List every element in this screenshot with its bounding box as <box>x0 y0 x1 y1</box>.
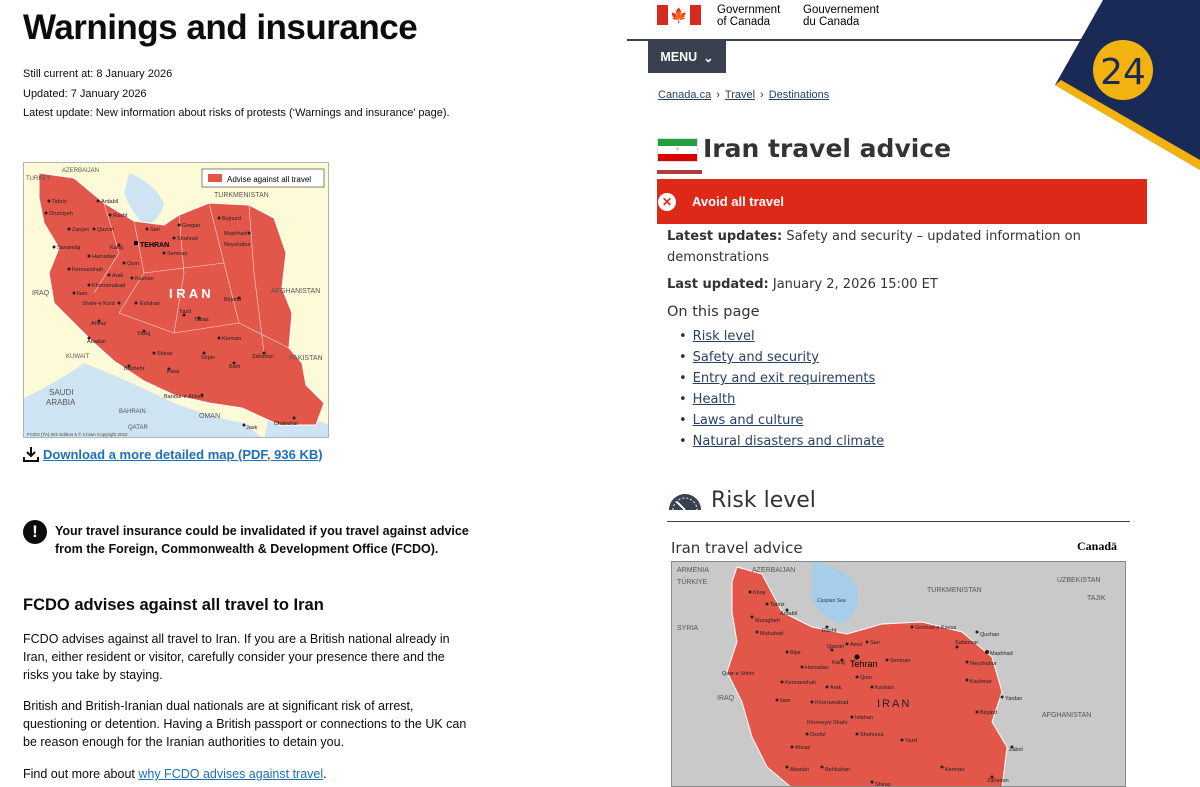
risk-level-rule <box>667 521 1130 522</box>
svg-text:Yazd: Yazd <box>905 738 918 744</box>
svg-text:Kermanshah: Kermanshah <box>785 680 817 686</box>
ca-map-capital: Tehran <box>850 659 878 669</box>
chevron-right-icon: › <box>716 89 720 101</box>
toc-item-health[interactable] <box>679 389 884 410</box>
svg-text:Behbahan: Behbahan <box>825 767 851 773</box>
exclamation-icon: ! <box>23 520 47 544</box>
toc-item-entry-exit[interactable] <box>679 368 884 389</box>
svg-text:Arak: Arak <box>112 273 124 279</box>
svg-text:Neyshabur: Neyshabur <box>224 242 251 248</box>
insurance-warning <box>23 520 483 558</box>
svg-text:Qom: Qom <box>860 675 872 681</box>
svg-text:Maragheh: Maragheh <box>755 618 780 624</box>
toc-item-safety[interactable] <box>679 347 884 368</box>
svg-text:Shahreza: Shahreza <box>860 732 884 738</box>
uk-map-capital: TEHRAN <box>140 242 170 249</box>
svg-text:Tabas: Tabas <box>194 317 209 323</box>
svg-text:Qom: Qom <box>127 261 139 267</box>
ca-map-graphic <box>672 562 1126 787</box>
svg-text:Karaj: Karaj <box>832 660 845 666</box>
breadcrumb-canada[interactable]: Canada.ca <box>658 89 712 101</box>
uk-map-footer: FCDO (TA) 021 Edition 5 © Crown Copyright 2022 <box>27 432 128 437</box>
svg-text:Yasuj: Yasuj <box>137 331 151 337</box>
toc-item-natural-disasters[interactable] <box>679 431 884 452</box>
svg-text:Bojnurd: Bojnurd <box>222 216 241 222</box>
svg-text:TURKMENISTAN: TURKMENISTAN <box>214 192 269 199</box>
still-current-label: Still current at: <box>23 68 94 80</box>
updated-value: 7 January 2026 <box>70 88 147 100</box>
svg-text:Khoy: Khoy <box>753 590 766 596</box>
toc-item-risk-level[interactable] <box>679 326 884 347</box>
svg-text:Sari: Sari <box>150 227 160 233</box>
svg-text:Amol: Amol <box>850 642 863 648</box>
svg-text:Karaj: Karaj <box>110 245 123 251</box>
insurance-warning-text: Your travel insurance could be invalidated if you travel against advice from the Foreign, Commonwealth & Development Office (FCDO). <box>55 524 469 556</box>
svg-text:Hamadan: Hamadan <box>92 254 116 260</box>
svg-text:TURKMENISTAN: TURKMENISTAN <box>927 587 982 594</box>
svg-text:Semnan: Semnan <box>890 658 911 664</box>
svg-text:TÜRKIYE: TÜRKIYE <box>677 579 708 586</box>
svg-text:PAKISTAN: PAKISTAN <box>289 355 323 362</box>
svg-text:AFGHANISTAN: AFGHANISTAN <box>271 288 321 295</box>
uk-map-graphic <box>24 163 329 438</box>
latest-updates-value: Safety and security – updated information on demonstrations <box>667 229 1081 265</box>
latest-update-value: New information about risks of protests (‘Warnings and insurance’ page). <box>95 107 450 119</box>
svg-text:Tabriz: Tabriz <box>770 602 785 608</box>
svg-text:Rasht: Rasht <box>822 628 837 634</box>
svg-text:Kermanshah: Kermanshah <box>72 267 104 273</box>
toc-link[interactable]: Health <box>692 392 736 407</box>
on-this-page-list <box>679 326 884 452</box>
still-current-value: 8 January 2026 <box>96 68 173 80</box>
still-current <box>23 68 172 80</box>
why-fcdo-advises-link[interactable]: why FCDO advises against travel <box>138 767 324 781</box>
last-updated-label: Last updated: <box>667 277 769 292</box>
svg-text:Birjand: Birjand <box>224 297 242 303</box>
svg-text:ARMENIA: ARMENIA <box>677 567 709 574</box>
wordmark-fr-line2: du Canada <box>803 16 860 28</box>
svg-text:Zahedan: Zahedan <box>252 354 274 360</box>
chevron-down-icon: ⌄ <box>703 50 714 65</box>
svg-text:Shahrud: Shahrud <box>177 236 198 242</box>
svg-text:Qazvin: Qazvin <box>97 227 115 233</box>
ca-map-country-label: IRAN <box>877 698 912 710</box>
canada-flag-icon[interactable]: 🍁 <box>657 5 701 25</box>
svg-text:Rasht: Rasht <box>113 213 128 219</box>
svg-text:Fasa: Fasa <box>167 369 180 375</box>
svg-text:Mahabad: Mahabad <box>760 631 783 637</box>
uk-iran-map[interactable] <box>23 162 329 438</box>
svg-text:TAJIK: TAJIK <box>1087 595 1106 602</box>
paragraph-1: FCDO advises against all travel to Iran. If you are a British national already in Iran, either resident or visitor, carefully consider your presence there and the risks you take by staying. <box>23 632 450 682</box>
wordmark-en-line1: Government <box>717 4 781 16</box>
svg-text:Sanandaj: Sanandaj <box>57 245 81 251</box>
breadcrumb <box>658 89 829 101</box>
svg-text:Shiraz: Shiraz <box>157 351 173 357</box>
on-this-page-heading: On this page <box>667 304 760 320</box>
paragraph-3-suffix: . <box>323 767 327 781</box>
page-title: Warnings and insurance <box>23 8 418 47</box>
toc-link[interactable]: Laws and culture <box>692 413 804 428</box>
risk-level-text: Risk level <box>711 488 816 513</box>
svg-text:ARABIA: ARABIA <box>46 398 76 407</box>
svg-text:Bushehr: Bushehr <box>124 366 145 372</box>
svg-text:Isfahan: Isfahan <box>855 715 874 721</box>
svg-text:Sari: Sari <box>870 640 880 646</box>
svg-text:Jask: Jask <box>246 425 258 431</box>
menu-button[interactable] <box>648 41 726 73</box>
svg-text:Bijar: Bijar <box>790 650 802 656</box>
paragraph-3-prefix: Find out more about <box>23 767 139 781</box>
svg-text:UZBEKISTAN: UZBEKISTAN <box>1057 577 1101 584</box>
last-updated-value: January 2, 2026 15:00 ET <box>772 277 938 292</box>
toc-link[interactable]: Entry and exit requirements <box>692 371 876 386</box>
svg-text:Dezful: Dezful <box>810 732 826 738</box>
svg-text:Bandar-e Abbas: Bandar-e Abbas <box>164 394 204 400</box>
svg-text:Quchan: Quchan <box>980 632 1000 638</box>
avoid-all-travel-alert <box>657 179 1147 224</box>
svg-text:Kerman: Kerman <box>945 767 965 773</box>
svg-text:Yardan: Yardan <box>1005 696 1023 702</box>
latest-updates-label: Latest updates: <box>667 229 783 244</box>
latest-update-label: Latest update: <box>23 107 93 119</box>
svg-text:Ahvaz: Ahvaz <box>795 745 811 751</box>
svg-text:Khorramabad: Khorramabad <box>92 283 126 289</box>
section-heading: FCDO advises against all travel to Iran <box>23 596 324 614</box>
svg-text:Birjand: Birjand <box>980 710 998 716</box>
iran-flag-icon: ♆ <box>657 138 698 162</box>
download-icon <box>23 446 39 462</box>
svg-text:Esfahan: Esfahan <box>140 301 161 307</box>
latest-updates <box>667 226 1087 268</box>
gc-wordmark-fr[interactable] <box>803 4 879 28</box>
svg-text:QATAR: QATAR <box>128 425 148 431</box>
svg-text:Chabahar: Chabahar <box>274 421 299 427</box>
svg-text:Sirjan: Sirjan <box>201 355 216 361</box>
gc-wordmark-en[interactable] <box>717 4 780 28</box>
svg-text:Ardabil: Ardabil <box>101 199 119 205</box>
alert-text: Avoid all travel <box>692 194 784 209</box>
svg-text:AFGHANISTAN: AFGHANISTAN <box>1042 712 1092 719</box>
download-map-label: Download a more detailed map (PDF, 936 KB) <box>43 446 323 462</box>
svg-text:IRAQ: IRAQ <box>32 290 50 297</box>
ca-map-sea: Caspian Sea <box>817 598 846 604</box>
svg-text:Kashan: Kashan <box>875 685 894 691</box>
ca-page-title: Iran travel advice <box>703 134 952 163</box>
title-underline <box>657 170 702 174</box>
breadcrumb-travel[interactable]: Travel <box>724 89 756 101</box>
svg-text:Semnan: Semnan <box>167 251 188 257</box>
chevron-right-icon: › <box>760 89 764 101</box>
svg-text:Ilam: Ilam <box>780 698 791 704</box>
svg-text:Neyshabur: Neyshabur <box>970 661 997 667</box>
svg-text:KUWAIT: KUWAIT <box>66 354 90 360</box>
updated-label: Updated: <box>23 88 68 100</box>
logo-text: 24 <box>1100 52 1146 93</box>
svg-text:Gorgan: Gorgan <box>182 223 201 229</box>
toc-link[interactable]: Natural disasters and climate <box>692 434 885 449</box>
toc-link[interactable]: Risk level <box>692 329 755 344</box>
updated <box>23 88 147 100</box>
svg-text:Qasr-e Shirin: Qasr-e Shirin <box>722 671 755 677</box>
download-map-link[interactable] <box>23 446 323 462</box>
svg-text:Khomeyni Shahr: Khomeyni Shahr <box>807 720 848 726</box>
toc-link[interactable]: Safety and security <box>692 350 819 365</box>
paragraph-3 <box>23 765 468 783</box>
ca-iran-map[interactable] <box>671 561 1126 787</box>
toc-item-laws[interactable] <box>679 410 884 431</box>
uk-map-country-label: I R A N <box>169 286 211 301</box>
wordmark-fr-line1: Gouvernement <box>803 4 880 16</box>
svg-text:Tabriz: Tabriz <box>52 199 67 205</box>
svg-text:AZERBAIJAN: AZERBAIJAN <box>62 168 100 174</box>
risk-level-heading <box>667 488 816 513</box>
svg-text:Bam: Bam <box>229 364 241 370</box>
latest-update <box>23 107 450 119</box>
svg-text:Hamadan: Hamadan <box>805 665 829 671</box>
svg-text:Shahr-e Kord: Shahr-e Kord <box>82 301 115 307</box>
svg-text:OMAN: OMAN <box>199 413 220 420</box>
svg-text:Qazvin: Qazvin <box>827 644 845 650</box>
canada-wordmark: Canadä <box>1077 539 1118 553</box>
svg-text:TURKEY: TURKEY <box>26 176 51 182</box>
paragraph-2: British and British-Iranian dual nationals are at significant risk of arrest, questioning or detention. Having a British passport or connections to the UK can be reason enough for the Iranian authorities to detain you. <box>23 699 467 749</box>
svg-text:SYRIA: SYRIA <box>677 625 699 632</box>
uk-map-legend: Advise against all travel <box>227 175 312 184</box>
channel-24-logo <box>1055 0 1200 170</box>
svg-text:Orumiyeh: Orumiyeh <box>49 211 73 217</box>
close-circle-icon: ✕ <box>658 193 676 211</box>
svg-text:Yazd: Yazd <box>179 309 192 315</box>
svg-text:SAUDI: SAUDI <box>49 388 74 397</box>
svg-text:Ardabil: Ardabil <box>780 611 798 617</box>
map-title: Iran travel advice <box>671 539 803 557</box>
breadcrumb-destinations[interactable]: Destinations <box>768 89 830 101</box>
gauge-icon <box>667 490 703 512</box>
svg-text:Khorramabad: Khorramabad <box>815 700 849 706</box>
svg-text:Arak: Arak <box>830 685 842 691</box>
wordmark-en-line2: of Canada <box>717 16 771 28</box>
svg-text:Abadan: Abadan <box>87 339 106 345</box>
svg-text:Sabzevar: Sabzevar <box>955 640 979 646</box>
svg-text:BAHRAIN: BAHRAIN <box>119 409 146 415</box>
menu-label: MENU <box>660 50 698 64</box>
svg-text:Zabol: Zabol <box>1009 747 1023 753</box>
svg-text:IRAQ: IRAQ <box>717 695 735 702</box>
svg-text:Mashhad: Mashhad <box>224 231 247 237</box>
svg-text:Mashhad: Mashhad <box>990 651 1013 657</box>
svg-text:Abadan: Abadan <box>790 767 809 773</box>
svg-text:Kashan: Kashan <box>135 276 154 282</box>
last-updated <box>667 274 1087 295</box>
svg-text:Ahvaz: Ahvaz <box>91 321 107 327</box>
svg-text:Zahedan: Zahedan <box>987 778 1009 784</box>
svg-text:Ilam: Ilam <box>77 291 88 297</box>
svg-text:AZERBAIJAN: AZERBAIJAN <box>752 567 796 574</box>
svg-text:Kashmar: Kashmar <box>970 679 993 685</box>
svg-text:Kerman: Kerman <box>222 336 242 342</box>
svg-text:Zanjan: Zanjan <box>72 227 89 233</box>
svg-text:Gonbad-e Kavus: Gonbad-e Kavus <box>915 625 957 631</box>
svg-text:Shiraz: Shiraz <box>875 782 891 787</box>
